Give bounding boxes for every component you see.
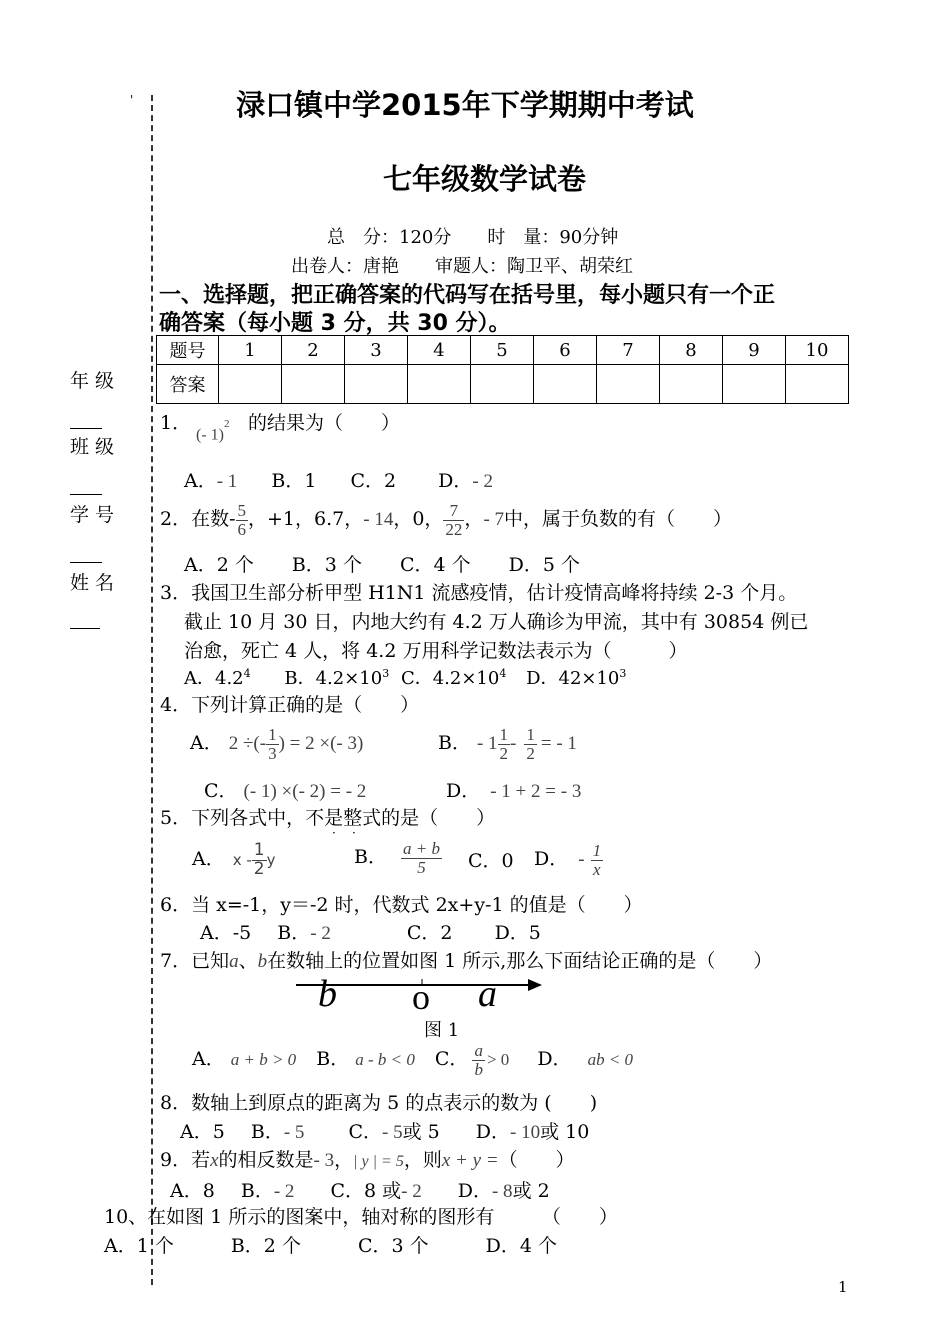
emphasis-dots: · <box>332 826 336 840</box>
exam-meta-authors: 出卷人：唐艳 审题人：陶卫平、胡荣红 <box>291 256 633 277</box>
name-blank <box>70 628 100 629</box>
answer-table-header-row <box>157 336 849 365</box>
q8-options: A．5 B．- 5 C．- 5或 5 D．- 10或 10 <box>180 1121 590 1143</box>
q3-option-c: C．$4.2\times 10^4$ <box>400 667 507 689</box>
q5-option-c: C．0 <box>468 850 514 872</box>
answer-table-answer-row <box>157 365 849 404</box>
page-number: 1 <box>838 1278 848 1296</box>
q1-option-a: A． <box>184 470 217 492</box>
table-label-question-number: 题号 <box>157 336 219 365</box>
side-grade-label: 年 级 <box>70 370 115 392</box>
q5-option-d: D． - $\frac{1}{x}$ <box>534 840 602 879</box>
q5-option-a: A． x - $\frac{1}{2}$ y <box>192 839 276 879</box>
table-label-answer: 答案 <box>157 365 219 404</box>
exam-meta-score-time: 总 分：120分 时 量：90分钟 <box>327 227 619 248</box>
table-col-7: 7 <box>597 336 660 365</box>
q4-option-c: C． (- 1) ×(- 2) = - 2 <box>204 780 367 802</box>
q3-line3: 治愈，死亡 4 人，将 4.2 万用科学记数法表示为（ ） <box>184 640 688 662</box>
q9-options: A．8 B．- 2 C．8 或- 2 D．- 8或 2 <box>170 1180 550 1202</box>
q1-options: A．- 1 B．1 C．2 D．- 2 <box>184 470 493 492</box>
number-line-label-a: a <box>478 973 497 1015</box>
number-blank <box>70 562 102 563</box>
answer-cell[interactable] <box>786 365 849 404</box>
q2-options: A．2 个 B．3 个 C．4 个 D．5 个 <box>184 554 580 576</box>
table-col-2: 2 <box>282 336 345 365</box>
answer-cell[interactable] <box>219 365 282 404</box>
side-number-label: 学 号 <box>70 504 115 526</box>
answer-cell[interactable] <box>282 365 345 404</box>
q2-fraction-7-22: $\frac{7}{22}$ <box>445 500 463 539</box>
answer-table <box>156 335 849 404</box>
q4-stem: 4．下列计算正确的是（ ） <box>160 694 420 716</box>
number-line-arrow <box>528 979 542 991</box>
table-col-6: 6 <box>534 336 597 365</box>
side-class-label: 班 级 <box>70 436 115 458</box>
q1-option-c: C．2 <box>350 470 397 492</box>
table-col-9: 9 <box>723 336 786 365</box>
grade-blank <box>70 428 102 429</box>
emphasis-dots: · <box>352 826 356 840</box>
q3-options <box>184 664 626 690</box>
section-heading-line2: 确答案（每小题 3 分，共 30 分）。 <box>159 311 511 336</box>
table-col-3: 3 <box>345 336 408 365</box>
q8-stem: 8．数轴上到原点的距离为 5 的点表示的数为 ( ) <box>160 1092 598 1114</box>
answer-cell[interactable] <box>534 365 597 404</box>
q7-options: A． a + b > 0 B． a - b < 0 C． $\frac{a}{b}$ > 0 D． ab < 0 <box>192 1040 634 1079</box>
number-line-label-b: b <box>318 973 337 1015</box>
answer-cell[interactable] <box>345 365 408 404</box>
q6-stem: 6．当 x=-1，y＝-2 时，代数式 2x+y-1 的值是（ ） <box>160 894 643 916</box>
table-col-4: 4 <box>408 336 471 365</box>
side-name-label: 姓 名 <box>70 572 115 594</box>
figure-caption: 图 1 <box>424 1020 460 1041</box>
q3-option-b: B．$4.2\times 10^3$ <box>284 667 390 689</box>
q1-expr: (- 1)$^2$ <box>196 418 230 444</box>
q1-option-b: B．1 <box>271 470 317 492</box>
answer-cell[interactable] <box>660 365 723 404</box>
answer-cell[interactable] <box>471 365 534 404</box>
q5-option-b: B． $\frac{a + b}{5}$ <box>354 838 440 877</box>
tick-mark: ' <box>130 93 134 107</box>
q7-stem: 7．已知a、b在数轴上的位置如图 1 所示,那么下面结论正确的是（ ） <box>160 950 773 972</box>
q1-stem: 的结果为（ ） <box>248 412 401 434</box>
answer-cell[interactable] <box>408 365 471 404</box>
q3-option-d: D．$42\times 10^3$ <box>526 667 627 689</box>
table-col-1: 1 <box>219 336 282 365</box>
q4-option-a: A． 2 ÷(- $\frac{1}{3}$ ) = 2 ×(- 3) <box>190 724 364 763</box>
binding-dashed-line <box>151 95 153 1285</box>
exam-title: 渌口镇中学2015年下学期期中考试 <box>236 88 694 122</box>
exam-subtitle: 七年级数学试卷 <box>383 162 587 196</box>
q2-fraction-5-6: $\frac{5}{6}$ <box>237 500 247 539</box>
table-col-8: 8 <box>660 336 723 365</box>
answer-cell[interactable] <box>723 365 786 404</box>
q4-option-d: D． - 1 + 2 = - 3 <box>446 780 582 802</box>
q2-stem: 2．在数- $\frac{5}{6}$ ，+1，6.7，- 14，0， $\frac{7}{22}$ ，- 7中，属于负数的有（ ） <box>160 500 733 539</box>
table-col-5: 5 <box>471 336 534 365</box>
class-blank <box>70 494 102 495</box>
q5-stem: 5．下列各式中，不是整式的是（ ） <box>160 807 496 829</box>
number-line-label-o: o <box>412 977 430 1017</box>
section-heading-line1: 一、选择题，把正确答案的代码写在括号里，每小题只有一个正 <box>159 283 776 308</box>
table-col-10: 10 <box>786 336 849 365</box>
q10-options: A．1 个 B．2 个 C．3 个 D．4 个 <box>104 1235 557 1257</box>
q3-line2: 截止 10 月 30 日，内地大约有 4.2 万人确诊为甲流，其中有 30854 例已 <box>184 611 809 633</box>
q3-option-a: A．$4.2^4$ <box>184 667 251 689</box>
answer-cell[interactable] <box>597 365 660 404</box>
q10-stem: 10、在如图 1 所示的图案中，轴对称的图形有 （ ） <box>104 1206 618 1228</box>
q3-line1: 3．我国卫生部分析甲型 H1N1 流感疫情，估计疫情高峰将持续 2-3 个月。 <box>160 582 798 604</box>
q1-number: 1． <box>160 412 192 434</box>
q1-option-d: D． <box>438 470 473 492</box>
q9-stem: 9．若x的相反数是- 3，| y | = 5，则x + y =（ ） <box>160 1149 575 1171</box>
q6-options: A．-5 B．- 2 C．2 D．5 <box>200 922 541 944</box>
q4-option-b: B． - 1 $\frac{1}{2}$ - $\frac{1}{2}$ = - 1 <box>438 724 577 763</box>
